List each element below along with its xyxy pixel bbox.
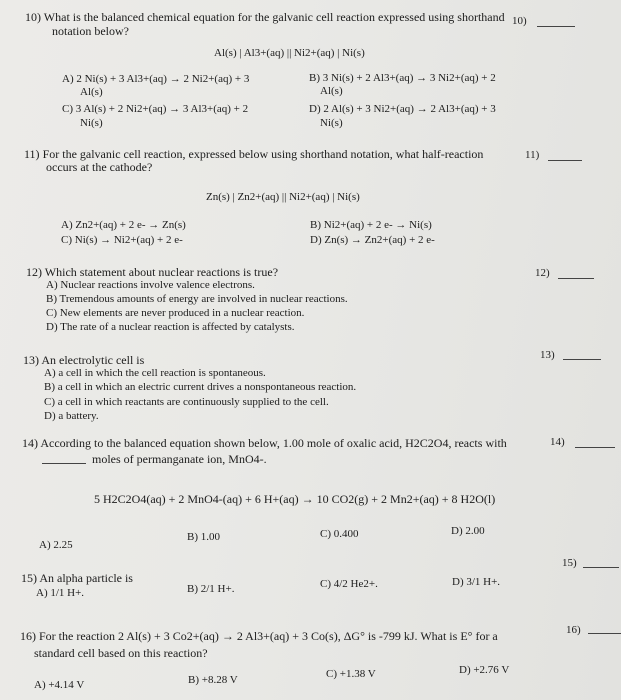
answer-blank[interactable] xyxy=(548,160,582,161)
question-11 xyxy=(24,147,483,161)
question-text: An electrolytic cell is xyxy=(41,353,145,367)
question-text: For the reaction 2 Al(s) + 3 Co2+(aq) → 2 Al3+(aq) + 3 Co(s), ΔG° is -799 kJ. What is E° for a xyxy=(39,629,498,643)
option-b[interactable]: B) Tremendous amounts of energy are involved in nuclear reactions. xyxy=(46,293,348,305)
option-b[interactable]: B) 1.00 xyxy=(187,531,220,543)
option-d[interactable]: D) Zn(s) → Zn2+(aq) + 2 e- xyxy=(310,234,435,246)
question-number: 11) xyxy=(24,147,40,161)
answer-blank[interactable] xyxy=(537,26,575,27)
option-c[interactable]: C) 0.400 xyxy=(320,528,359,540)
option-d[interactable]: D) 2.00 xyxy=(451,525,485,537)
option-b[interactable]: B) Ni2+(aq) + 2 e- → Ni(s) xyxy=(310,219,432,231)
option-c[interactable]: C) New elements are never produced in a nuclear reaction. xyxy=(46,307,305,319)
answer-blank[interactable] xyxy=(563,359,601,360)
answer-number: 14) xyxy=(550,436,565,448)
option-a[interactable]: A) 1/1 H+. xyxy=(36,587,85,599)
option-a[interactable]: A) Nuclear reactions involve valence electrons. xyxy=(46,279,255,291)
answer-blank[interactable] xyxy=(575,447,615,448)
option-d[interactable]: D) The rate of a nuclear reaction is affected by catalysts. xyxy=(46,321,295,333)
question-number: 13) xyxy=(23,353,39,367)
answer-number: 10) xyxy=(512,15,527,27)
answer-number: 15) xyxy=(562,557,577,569)
option-d[interactable]: D) +2.76 V xyxy=(459,664,510,676)
option-d[interactable]: D) 2 Al(s) + 3 Ni2+(aq) → 2 Al3+(aq) + 3 xyxy=(309,103,496,115)
option-a[interactable]: A) 2.25 xyxy=(39,539,73,551)
option-d[interactable]: D) a battery. xyxy=(44,410,99,422)
option-b[interactable]: B) 2/1 H+. xyxy=(187,583,235,595)
question-text: Which statement about nuclear reactions is true? xyxy=(44,265,279,279)
question-text-cont: notation below? xyxy=(52,24,129,38)
question-number: 16) xyxy=(20,629,36,643)
question-text: What is the balanced chemical equation for the galvanic cell reaction expressed using shorthand xyxy=(43,10,505,24)
option-c[interactable]: C) Ni(s) → Ni2+(aq) + 2 e- xyxy=(61,234,183,246)
option-a[interactable]: A) Zn2+(aq) + 2 e- → Zn(s) xyxy=(61,219,186,231)
option-b-cont: Al(s) xyxy=(320,85,343,97)
option-c[interactable]: C) +1.38 V xyxy=(326,668,376,680)
question-text-cont: standard cell based on this reaction? xyxy=(34,646,208,660)
balanced-equation: 5 H2C2O4(aq) + 2 MnO4-(aq) + 6 H+(aq) → 10 CO2(g) + 2 Mn2+(aq) + 8 H2O(l) xyxy=(94,492,496,506)
question-13 xyxy=(23,353,144,367)
answer-number: 16) xyxy=(566,624,581,636)
option-a[interactable]: A) 2 Ni(s) + 3 Al3+(aq) → 2 Ni2+(aq) + 3 xyxy=(62,73,250,85)
question-15 xyxy=(21,571,133,585)
answer-blank[interactable] xyxy=(583,567,619,568)
question-number: 12) xyxy=(26,265,42,279)
cell-notation: Al(s) | Al3+(aq) || Ni2+(aq) | Ni(s) xyxy=(214,47,365,59)
question-number: 14) xyxy=(22,436,38,450)
answer-number: 13) xyxy=(540,349,555,361)
question-text: An alpha particle is xyxy=(39,571,133,585)
question-text: For the galvanic cell reaction, expressed below using shorthand notation, what half-reaction xyxy=(42,147,484,161)
question-14 xyxy=(22,436,507,450)
option-b[interactable]: B) 3 Ni(s) + 2 Al3+(aq) → 3 Ni2+(aq) + 2 xyxy=(309,72,496,84)
option-c[interactable]: C) 3 Al(s) + 2 Ni2+(aq) → 3 Al3+(aq) + 2 xyxy=(62,103,249,115)
question-text-cont: moles of permanganate ion, MnO4-. xyxy=(92,452,267,466)
option-c[interactable]: C) 4/2 He2+. xyxy=(320,578,378,590)
question-10 xyxy=(25,10,505,24)
option-a[interactable]: A) a cell in which the cell reaction is spontaneous. xyxy=(44,367,266,379)
answer-blank[interactable] xyxy=(558,278,594,279)
cell-notation: Zn(s) | Zn2+(aq) || Ni2+(aq) | Ni(s) xyxy=(206,191,360,203)
option-c[interactable]: C) a cell in which reactants are continuously supplied to the cell. xyxy=(44,396,329,408)
answer-number: 12) xyxy=(535,267,550,279)
question-text-cont: occurs at the cathode? xyxy=(46,160,153,174)
option-c-cont: Ni(s) xyxy=(80,117,103,129)
question-text: According to the balanced equation shown below, 1.00 mole of oxalic acid, H2C2O4, reacts with xyxy=(40,436,507,450)
option-b[interactable]: B) a cell in which an electric current drives a nonspontaneous reaction. xyxy=(44,381,357,393)
answer-number: 11) xyxy=(525,149,540,161)
question-12 xyxy=(26,265,278,279)
option-d-cont: Ni(s) xyxy=(320,117,343,129)
option-b[interactable]: B) +8.28 V xyxy=(188,674,238,686)
question-16 xyxy=(20,629,498,643)
option-a[interactable]: A) +4.14 V xyxy=(34,679,85,691)
answer-blank[interactable] xyxy=(588,633,621,634)
option-d[interactable]: D) 3/1 H+. xyxy=(452,576,501,588)
fill-in-blank[interactable] xyxy=(42,463,86,464)
question-number: 10) xyxy=(25,10,41,24)
question-number: 15) xyxy=(21,571,37,585)
option-a-cont: Al(s) xyxy=(80,86,103,98)
